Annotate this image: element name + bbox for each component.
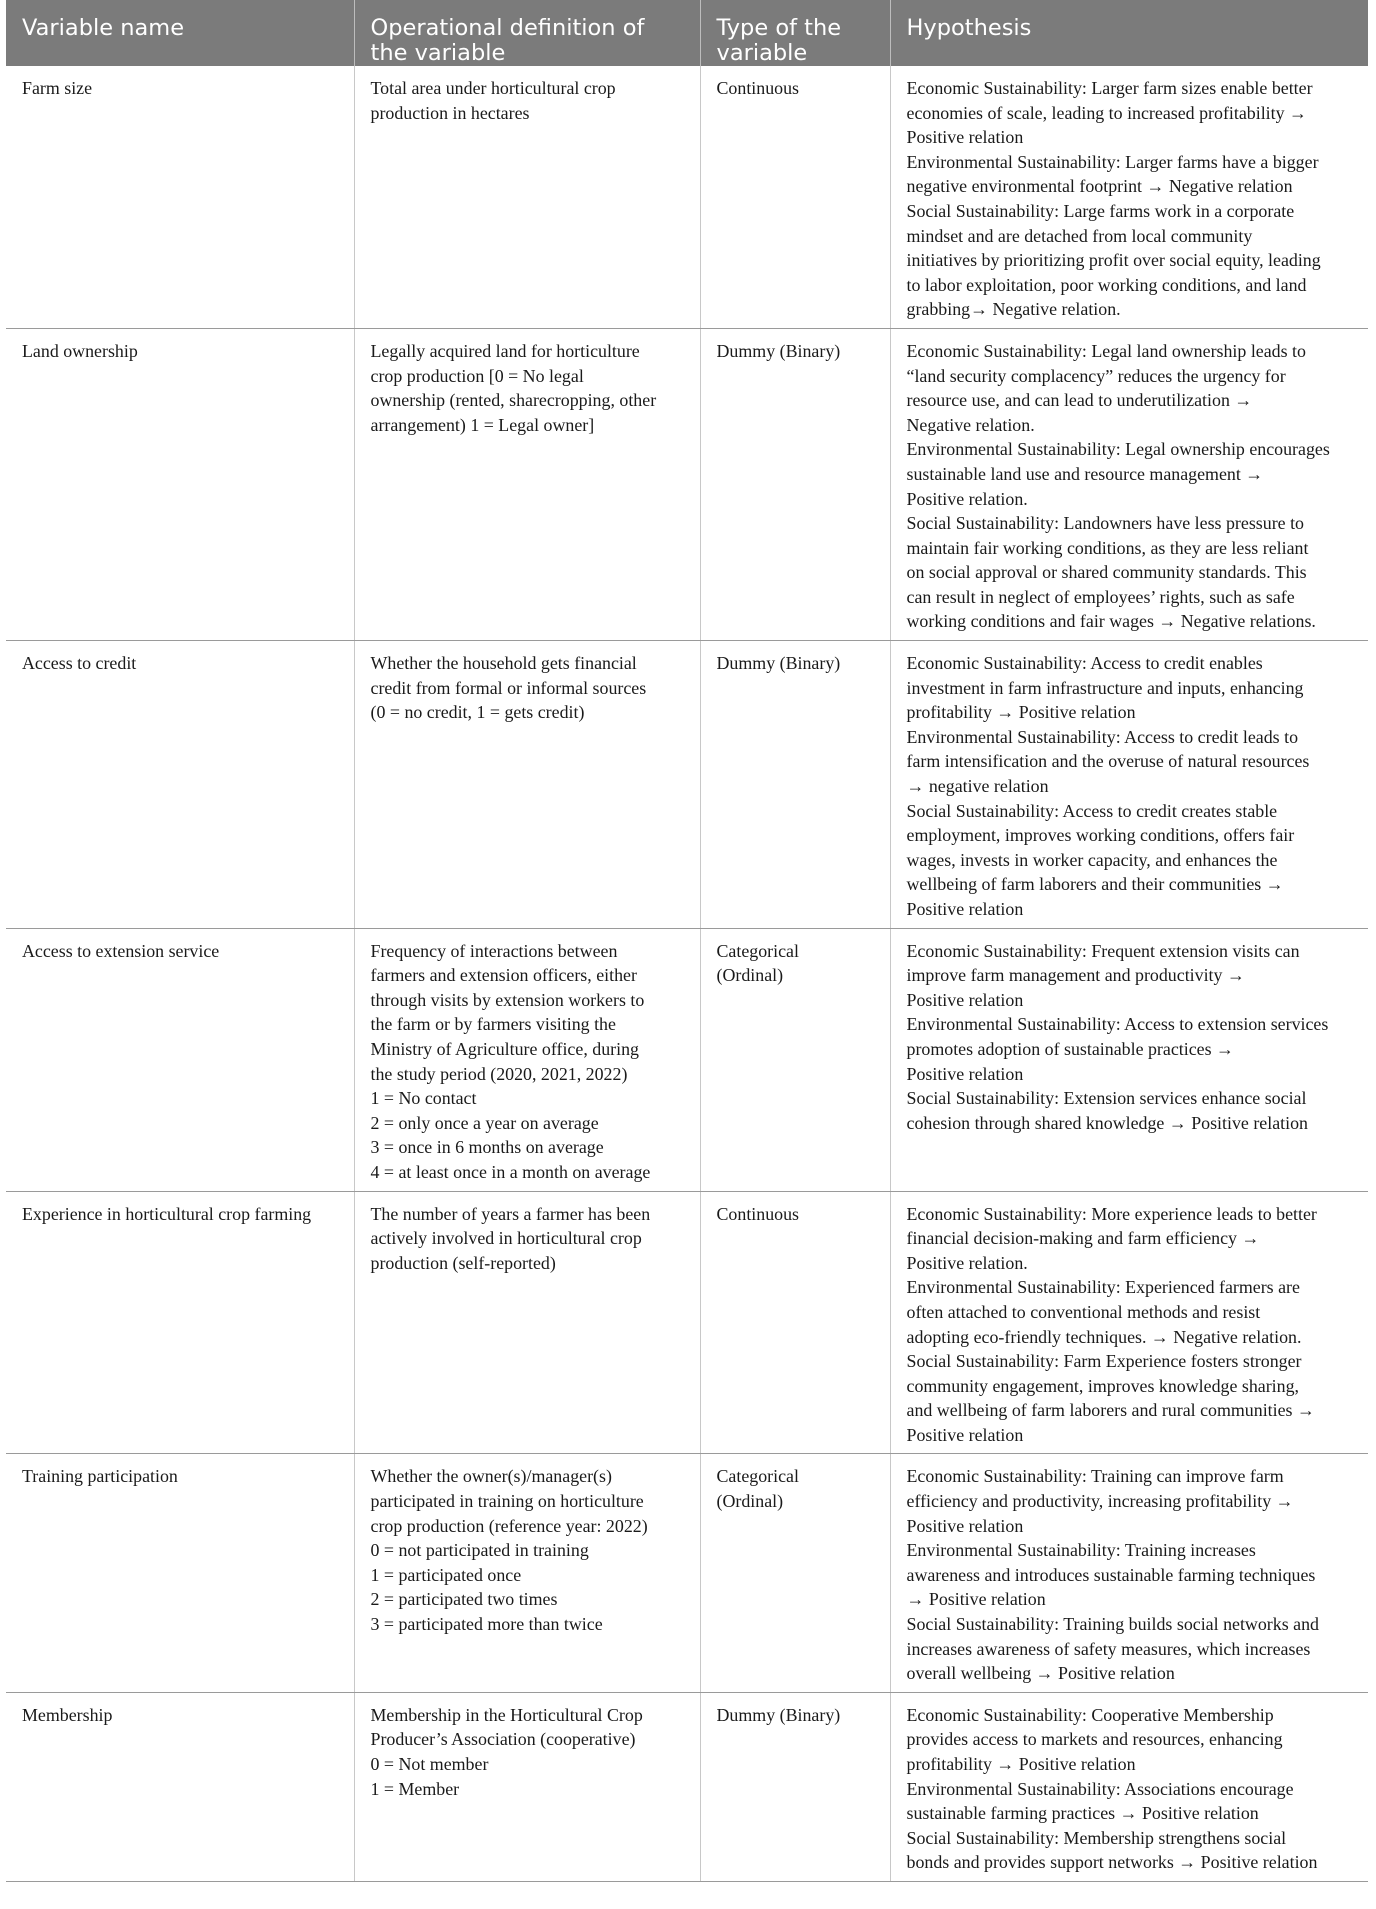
hypothesis-line: Positive relation — [906, 127, 1024, 148]
hypothesis-line: efficiency and productivity, increasing profitability → — [906, 1491, 1294, 1512]
variables-table — [6, 0, 1368, 1882]
hypothesis-line: Negative relation. — [906, 414, 1035, 435]
hypothesis-line: negative environmental footprint → Negative relation — [906, 176, 1293, 197]
hypothesis-line: working conditions and fair wages → Negative relations. — [906, 611, 1316, 632]
hypothesis-line: grabbing→ Negative relation. — [906, 299, 1121, 320]
hypothesis-line: Positive relation. — [906, 1252, 1028, 1273]
hypothesis-line: increases awareness of safety measures, which increases — [906, 1638, 1311, 1659]
type-line: Dummy (Binary) — [716, 1704, 841, 1725]
table-row — [6, 641, 1368, 929]
hypothesis-line: overall wellbeing → Positive relation — [906, 1663, 1175, 1684]
definition-line: 3 = participated more than twice — [370, 1614, 603, 1635]
hypothesis-line: Positive relation — [906, 899, 1024, 919]
hypothesis-line: often attached to conventional methods and resist — [906, 1301, 1261, 1322]
hypothesis-line: Environmental Sustainability: Associations encourage — [906, 1778, 1294, 1799]
definition-line: production (self-reported) — [370, 1252, 556, 1273]
hypothesis-line: profitability → Positive relation — [906, 1754, 1136, 1774]
definition-line: Producer’s Association (cooperative) — [370, 1729, 636, 1750]
definition-line: 0 = not participated in training — [370, 1540, 589, 1561]
table-header — [6, 0, 1368, 66]
definition-line: crop production [0 = No legal — [370, 365, 584, 386]
table-body — [6, 66, 1368, 1881]
hypothesis-line: can result in neglect of employees’ rights, such as safe — [906, 586, 1295, 607]
cell-variable-name: Experience in horticultural crop farming — [6, 1191, 354, 1454]
hypothesis-line: Social Sustainability: Farm Experience fosters stronger — [906, 1351, 1302, 1372]
cell-variable-name: Membership — [6, 1692, 354, 1881]
hypothesis-line: sustainable land use and resource management → — [906, 463, 1264, 484]
definition-line: actively involved in horticultural crop — [370, 1228, 642, 1249]
cell-definition — [354, 928, 700, 1191]
definition-line: participated in training on horticulture — [370, 1491, 644, 1512]
hypothesis-line: Environmental Sustainability: Legal ownership encourages — [906, 439, 1330, 460]
hypothesis-line: maintain fair working conditions, as they are less reliant — [906, 537, 1309, 558]
hypothesis-line: economies of scale, leading to increased profitability → — [906, 102, 1307, 123]
table-row — [6, 1692, 1368, 1881]
definition-line: 1 = Member — [370, 1778, 460, 1799]
hypothesis-line: and wellbeing of farm laborers and rural communities → — [906, 1400, 1315, 1421]
table-row — [6, 1191, 1368, 1454]
hypothesis-line: resource use, and can lead to underutilization → — [906, 390, 1253, 411]
cell-variable-name: Land ownership — [6, 328, 354, 640]
cell-definition — [354, 1692, 700, 1881]
cell-variable-name: Farm size — [6, 66, 354, 328]
hypothesis-line: Social Sustainability: Membership strengthens social — [906, 1827, 1287, 1848]
hypothesis-line: promotes adoption of sustainable practices → — [906, 1038, 1234, 1059]
definition-line: 0 = Not member — [370, 1754, 489, 1774]
hypothesis-line: Social Sustainability: Large farms work in a corporate — [906, 200, 1295, 221]
cell-definition — [354, 1454, 700, 1692]
hypothesis-line: farm intensification and the overuse of natural resources — [906, 751, 1310, 772]
definition-line: arrangement) 1 = Legal owner] — [370, 414, 595, 435]
hypothesis-line: profitability → Positive relation — [906, 702, 1136, 723]
definition-line: 2 = participated two times — [370, 1589, 558, 1610]
hypothesis-line: sustainable farming practices → Positive relation — [906, 1803, 1259, 1824]
cell-type — [700, 66, 890, 328]
hypothesis-line: wellbeing of farm laborers and their communities → — [906, 874, 1284, 895]
type-line: (Ordinal) — [716, 965, 784, 986]
hypothesis-line: Environmental Sustainability: Access to credit leads to — [906, 726, 1299, 747]
definition-line: The number of years a farmer has been — [370, 1203, 651, 1224]
hypothesis-line: mindset and are detached from local community — [906, 225, 1253, 246]
definition-line: crop production (reference year: 2022) — [370, 1515, 648, 1536]
cell-variable-name: Access to extension service — [6, 928, 354, 1191]
definition-line: production in hectares — [370, 102, 530, 123]
hypothesis-line: Environmental Sustainability: Larger farms have a bigger — [906, 151, 1319, 172]
hypothesis-line: to labor exploitation, poor working conditions, and land — [906, 274, 1307, 295]
header-type: Type of the variable — [700, 0, 890, 66]
definition-line: 2 = only once a year on average — [370, 1112, 599, 1133]
table-row — [6, 328, 1368, 640]
definition-line: credit from formal or informal sources — [370, 677, 647, 698]
hypothesis-line: Positive relation — [906, 1515, 1024, 1536]
type-line: Dummy (Binary) — [716, 340, 841, 361]
hypothesis-line: provides access to markets and resources, enhancing — [906, 1729, 1283, 1750]
definition-line: Frequency of interactions between — [370, 940, 618, 961]
hypothesis-line: Economic Sustainability: Cooperative Membership — [906, 1704, 1274, 1725]
cell-hypothesis — [890, 641, 1368, 929]
hypothesis-line: Positive relation — [906, 1063, 1024, 1084]
hypothesis-line: Economic Sustainability: More experience leads to better — [906, 1203, 1317, 1224]
cell-hypothesis — [890, 1191, 1368, 1454]
table-row — [6, 66, 1368, 328]
type-line: Dummy (Binary) — [716, 653, 841, 674]
cell-hypothesis — [890, 928, 1368, 1191]
hypothesis-line: Social Sustainability: Extension services enhance social — [906, 1088, 1307, 1109]
cell-type — [700, 641, 890, 929]
hypothesis-line: improve farm management and productivity → — [906, 965, 1245, 986]
hypothesis-line: Social Sustainability: Access to credit creates stable — [906, 800, 1278, 821]
header-row — [6, 0, 1368, 66]
hypothesis-line: Economic Sustainability: Legal land ownership leads to — [906, 340, 1306, 361]
cell-type — [700, 928, 890, 1191]
definition-line: ownership (rented, sharecropping, other — [370, 390, 657, 411]
hypothesis-line: Positive relation. — [906, 488, 1028, 509]
hypothesis-line: on social approval or shared community standards. This — [906, 562, 1307, 583]
header-hypothesis: Hypothesis — [890, 0, 1368, 66]
table-row — [6, 928, 1368, 1191]
definition-line: Ministry of Agriculture office, during — [370, 1038, 639, 1059]
cell-type — [700, 328, 890, 640]
hypothesis-line: wages, invests in worker capacity, and enhances the — [906, 849, 1278, 870]
cell-definition — [354, 1191, 700, 1454]
cell-hypothesis — [890, 1454, 1368, 1692]
hypothesis-line: awareness and introduces sustainable farming techniques — [906, 1564, 1316, 1585]
definition-line: Membership in the Horticultural Crop — [370, 1704, 643, 1725]
definition-line: (0 = no credit, 1 = gets credit) — [370, 702, 585, 723]
type-line: (Ordinal) — [716, 1491, 784, 1512]
hypothesis-line: Social Sustainability: Landowners have less pressure to — [906, 513, 1304, 534]
cell-variable-name: Training participation — [6, 1454, 354, 1692]
hypothesis-line: Social Sustainability: Training builds social networks and — [906, 1614, 1319, 1635]
cell-type — [700, 1692, 890, 1881]
hypothesis-line: Economic Sustainability: Frequent extension visits can — [906, 940, 1300, 961]
definition-line: Whether the household gets financial — [370, 653, 637, 674]
hypothesis-line: Environmental Sustainability: Training increases — [906, 1540, 1256, 1561]
cell-hypothesis — [890, 66, 1368, 328]
type-line: Categorical — [716, 1466, 799, 1487]
cell-definition — [354, 641, 700, 929]
hypothesis-line: Positive relation — [906, 989, 1024, 1010]
cell-definition — [354, 66, 700, 328]
hypothesis-line: Economic Sustainability: Training can improve farm — [906, 1466, 1284, 1487]
hypothesis-line: Environmental Sustainability: Access to extension services — [906, 1014, 1329, 1035]
hypothesis-line: Economic Sustainability: Access to credit enables — [906, 653, 1263, 674]
header-operational-definition: Operational definition of the variable — [354, 0, 700, 66]
hypothesis-line: Environmental Sustainability: Experienced farmers are — [906, 1277, 1300, 1298]
cell-hypothesis — [890, 1692, 1368, 1881]
definition-line: Total area under horticultural crop — [370, 78, 616, 98]
cell-type — [700, 1191, 890, 1454]
hypothesis-line: community engagement, improves knowledge sharing, — [906, 1375, 1300, 1396]
cell-definition — [354, 328, 700, 640]
type-line: Continuous — [716, 1203, 800, 1224]
hypothesis-line: Economic Sustainability: Larger farm sizes enable better — [906, 78, 1313, 98]
cell-hypothesis — [890, 328, 1368, 640]
hypothesis-line: investment in farm infrastructure and inputs, enhancing — [906, 677, 1304, 698]
hypothesis-line: initiatives by prioritizing profit over social equity, leading — [906, 250, 1321, 271]
hypothesis-line: Positive relation — [906, 1424, 1024, 1445]
hypothesis-line: financial decision-making and farm efficiency → — [906, 1228, 1260, 1249]
definition-line: 4 = at least once in a month on average — [370, 1161, 651, 1182]
type-line: Continuous — [716, 78, 800, 98]
type-line: Categorical — [716, 940, 799, 961]
hypothesis-line: employment, improves working conditions, offers fair — [906, 825, 1295, 846]
definition-line: through visits by extension workers to — [370, 989, 645, 1010]
definition-line: 3 = once in 6 months on average — [370, 1137, 604, 1158]
definition-line: the farm or by farmers visiting the — [370, 1014, 616, 1035]
hypothesis-line: adopting eco-friendly techniques. → Negative relation. — [906, 1326, 1302, 1347]
hypothesis-line: → Positive relation — [906, 1589, 1046, 1610]
hypothesis-line: bonds and provides support networks → Positive relation — [906, 1852, 1318, 1873]
definition-line: 1 = No contact — [370, 1088, 477, 1109]
hypothesis-line: → negative relation — [906, 776, 1049, 797]
cell-type — [700, 1454, 890, 1692]
variables-table-container — [6, 0, 1368, 1882]
definition-line: Whether the owner(s)/manager(s) — [370, 1466, 612, 1487]
header-variable-name: Variable name — [6, 0, 354, 66]
hypothesis-line: cohesion through shared knowledge → Positive relation — [906, 1112, 1308, 1133]
table-row — [6, 1454, 1368, 1692]
definition-line: Legally acquired land for horticulture — [370, 340, 640, 361]
cell-variable-name: Access to credit — [6, 641, 354, 929]
definition-line: farmers and extension officers, either — [370, 965, 637, 986]
definition-line: the study period (2020, 2021, 2022) — [370, 1063, 628, 1084]
definition-line: 1 = participated once — [370, 1564, 522, 1585]
hypothesis-line: “land security complacency” reduces the urgency for — [906, 365, 1286, 386]
